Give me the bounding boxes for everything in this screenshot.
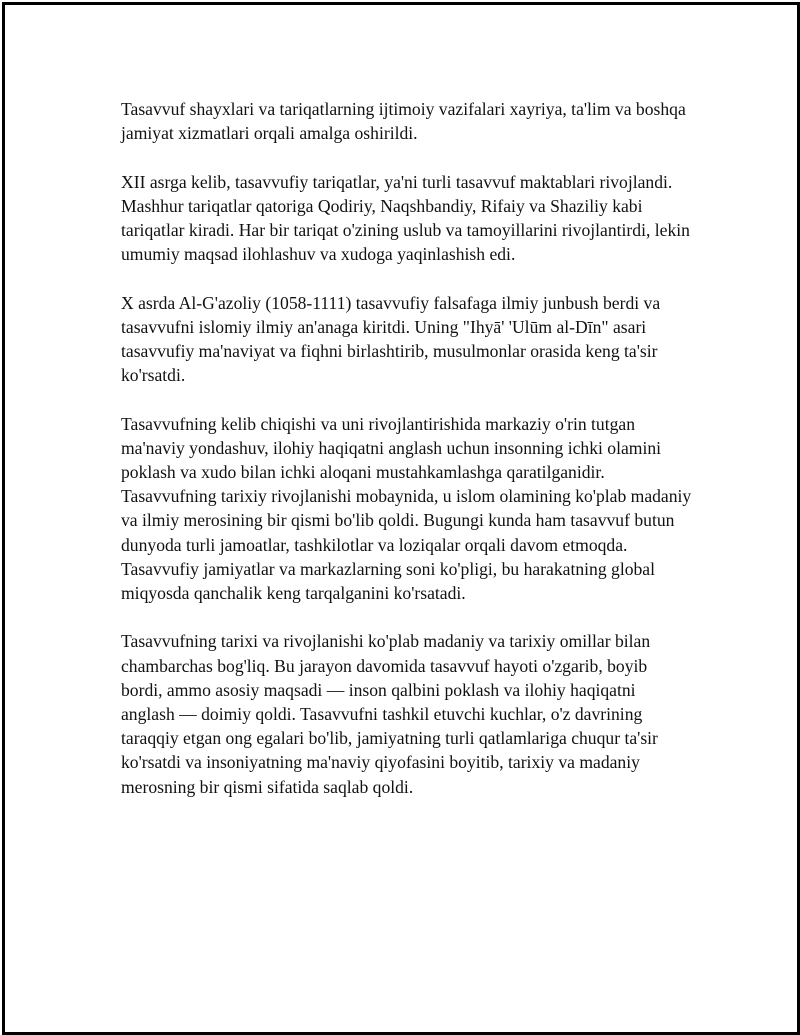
paragraph: XII asrga kelib, tasavvufiy tariqatlar, ya'ni turli tasavvuf maktablari rivojlandi. Mashhur tariqatlar qatoriga Qodiriy, Naqshbandiy, Rifaiy va Shaziliy kabi tariqatlar kiradi. Har bir tariqat o'zining uslub va tamoyillarini rivojlantirdi, lekin umumiy maqsad ilohlashuv va xudoga yaqinlashish edi. (121, 171, 690, 265)
paragraph: Tasavvuf shayxlari va tariqatlarning ijtimoiy vazifalari xayriya, ta'lim va boshqa jamiyat xizmatlari orqali amalga oshirildi. (121, 99, 686, 144)
document-body (121, 97, 693, 823)
paragraph: Tasavvufning kelib chiqishi va uni rivojlantirishida markaziy o'rin tutgan ma'naviy yondashuv, ilohiy haqiqatni anglash uchun insonning ichki olamini poklash va xudo bilan ichki aloqani mustahkamlashga qaratilganidir. Tasavvufning tarixiy rivojlanishi mobaynida, u islom olamining ko'plab madaniy va ilmiy merosining bir qismi bo'lib qoldi. Bugungi kunda ham tasavvuf butun dunyoda turli jamoatlar, tashkilotlar va loziqalar orqali davom etmoqda. Tasavvufiy jamiyatlar va markazlarning soni ko'pligi, bu harakatning global miqyosda qanchalik keng tarqalganini ko'rsatadi. (121, 413, 692, 604)
paragraph: Tasavvufning tarixi va rivojlanishi ko'plab madaniy va tarixiy omillar bilan chambarchas bog'liq. Bu jarayon davomida tasavvuf hayoti o'zgarib, boyib bordi, ammo asosiy maqsadi — inson qalbini poklash va ilohiy haqiqatni anglash — doimiy qoldi. Tasavvufni tashkil etuvchi kuchlar, o'z davrining taraqqiy etgan ong egalari bo'lib, jamiyatning turli qatlamlariga chuqur ta'sir ko'rsatdi va insoniyatning ma'naviy qiyofasini boyitib, tarixiy va madaniy merosning bir qismi sifatida saqlab qoldi. (121, 631, 658, 797)
paragraph: X asrda Al-G'azoliy (1058-1111) tasavvufiy falsafaga ilmiy junbush berdi va tasavvufni islomiy ilmiy an'anaga kiritdi. Uning "Ihyā' 'Ulūm al-Dīn" asari tasavvufiy ma'naviyat va fiqhni birlashtirib, musulmonlar orasida keng ta'sir ko'rsatdi. (121, 292, 661, 386)
page-frame (2, 2, 800, 1035)
